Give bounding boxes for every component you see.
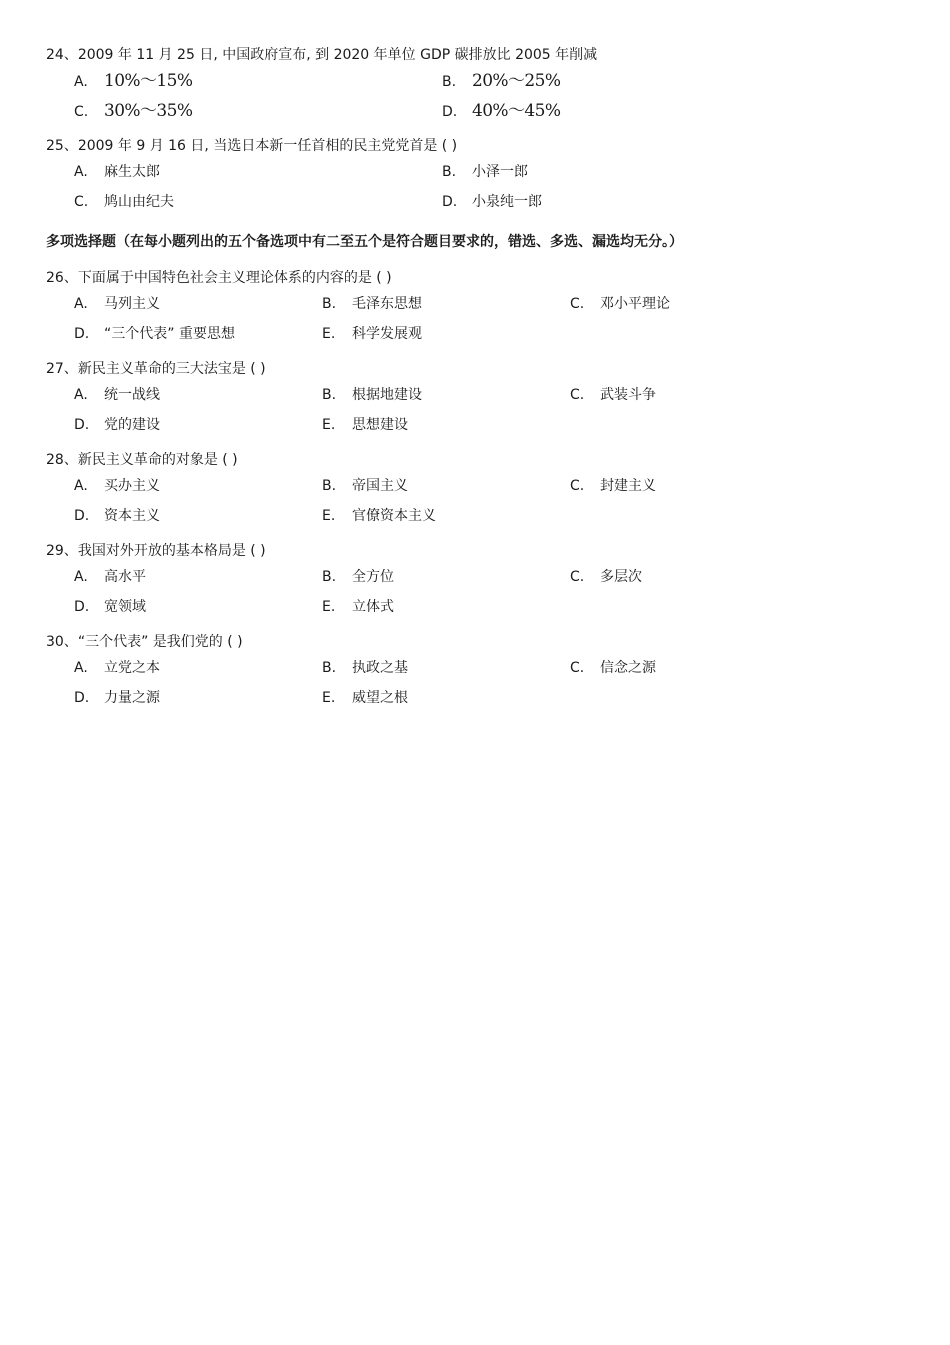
option-d <box>74 410 160 440</box>
option-e <box>322 319 422 349</box>
option-letter: B. <box>322 296 337 312</box>
option-letter: A. <box>74 478 88 494</box>
option-text: 20%～25% <box>472 71 561 91</box>
question-28 <box>46 449 906 531</box>
option-c <box>570 380 656 410</box>
option-d <box>74 319 235 349</box>
option-e <box>322 501 436 531</box>
option-letter: C. <box>570 387 585 403</box>
section-header-multiple-choice: 多项选择题（在每小题列出的五个备选项中有二至五个是符合题目要求的，错选、多选、漏选均无分。） <box>46 234 683 250</box>
option-text: 全方位 <box>352 569 394 585</box>
option-text: 官僚资本主义 <box>352 508 436 524</box>
option-letter: E. <box>322 690 336 706</box>
option-c <box>74 96 192 126</box>
option-letter: B. <box>322 569 337 585</box>
option-text: 买办主义 <box>104 478 160 494</box>
option-d <box>442 96 560 126</box>
option-text: 毛泽东思想 <box>352 296 422 312</box>
option-text: 执政之基 <box>352 660 408 676</box>
question-25 <box>46 135 906 217</box>
option-b <box>322 562 394 592</box>
question-29 <box>46 540 906 622</box>
question-text: 27、新民主义革命的三大法宝是 ( ) <box>46 361 266 377</box>
option-letter: D. <box>74 326 90 342</box>
option-c <box>570 653 656 683</box>
option-text: 立党之本 <box>104 660 160 676</box>
option-letter: A. <box>74 660 88 676</box>
option-c <box>74 187 174 217</box>
exam-page <box>46 44 906 722</box>
option-row <box>46 289 906 319</box>
option-row <box>46 96 906 126</box>
option-letter: C. <box>570 660 585 676</box>
option-row <box>46 380 906 410</box>
option-text: 小泉纯一郎 <box>472 194 542 210</box>
option-text: 资本主义 <box>104 508 160 524</box>
option-a <box>74 289 160 319</box>
option-text: 40%～45% <box>472 101 561 121</box>
question-text: 25、2009 年 9 月 16 日, 当选日本新一任首相的民主党党首是 ( ) <box>46 138 458 154</box>
option-text: 高水平 <box>104 569 146 585</box>
option-d <box>74 683 160 713</box>
option-row <box>46 66 906 96</box>
option-text: 鸠山由纪夫 <box>104 194 174 210</box>
option-letter: E. <box>322 326 336 342</box>
option-letter: A. <box>74 387 88 403</box>
option-text: 麻生太郎 <box>104 164 160 180</box>
option-letter: D. <box>442 104 458 120</box>
option-e <box>322 410 408 440</box>
question-text: 28、新民主义革命的对象是 ( ) <box>46 452 238 468</box>
option-letter: E. <box>322 417 336 433</box>
option-row <box>46 683 906 713</box>
question-text: 30、“三个代表” 是我们党的 ( ) <box>46 634 243 650</box>
option-a <box>74 653 160 683</box>
option-text: 信念之源 <box>600 660 656 676</box>
option-a <box>74 66 192 96</box>
option-letter: E. <box>322 599 336 615</box>
option-row <box>46 319 906 349</box>
option-text: 帝国主义 <box>352 478 408 494</box>
option-e <box>322 683 408 713</box>
option-b <box>322 380 422 410</box>
option-letter: B. <box>442 164 457 180</box>
option-letter: C. <box>74 194 89 210</box>
option-letter: C. <box>570 296 585 312</box>
option-text: 10%～15% <box>104 71 193 91</box>
option-text: 统一战线 <box>104 387 160 403</box>
option-text: 马列主义 <box>104 296 160 312</box>
option-text: 思想建设 <box>352 417 408 433</box>
option-text: 封建主义 <box>600 478 656 494</box>
option-c <box>570 471 656 501</box>
option-b <box>322 289 422 319</box>
option-text: 小泽一郎 <box>472 164 528 180</box>
option-letter: B. <box>322 660 337 676</box>
option-text: 根据地建设 <box>352 387 422 403</box>
option-row <box>46 592 906 622</box>
option-letter: D. <box>74 690 90 706</box>
option-text: 威望之根 <box>352 690 408 706</box>
option-letter: C. <box>570 569 585 585</box>
option-a <box>74 471 160 501</box>
option-text: 立体式 <box>352 599 394 615</box>
option-c <box>570 562 642 592</box>
option-letter: D. <box>74 417 90 433</box>
question-24 <box>46 44 906 126</box>
option-letter: B. <box>322 478 337 494</box>
option-letter: D. <box>442 194 458 210</box>
option-letter: B. <box>322 387 337 403</box>
option-d <box>74 501 160 531</box>
option-b <box>442 66 560 96</box>
option-row <box>46 471 906 501</box>
option-row <box>46 410 906 440</box>
option-text: 科学发展观 <box>352 326 422 342</box>
option-text: 宽领域 <box>104 599 146 615</box>
option-b <box>322 471 408 501</box>
option-letter: A. <box>74 569 88 585</box>
option-text: 武装斗争 <box>600 387 656 403</box>
option-letter: C. <box>74 104 89 120</box>
option-d <box>74 592 146 622</box>
option-text: 30%～35% <box>104 101 193 121</box>
option-letter: D. <box>74 599 90 615</box>
question-text: 29、我国对外开放的基本格局是 ( ) <box>46 543 266 559</box>
option-row <box>46 187 906 217</box>
option-text: 多层次 <box>600 569 642 585</box>
question-text: 24、2009 年 11 月 25 日, 中国政府宣布, 到 2020 年单位 GDP 碳排放比 2005 年削减 <box>46 47 598 63</box>
option-text: 邓小平理论 <box>600 296 670 312</box>
option-letter: D. <box>74 508 90 524</box>
option-a <box>74 157 160 187</box>
option-letter: A. <box>74 164 88 180</box>
option-e <box>322 592 394 622</box>
option-a <box>74 562 146 592</box>
question-text: 26、下面属于中国特色社会主义理论体系的内容的是 ( ) <box>46 270 392 286</box>
option-letter: A. <box>74 74 88 90</box>
option-row <box>46 501 906 531</box>
option-b <box>322 653 408 683</box>
question-26 <box>46 267 906 349</box>
option-letter: B. <box>442 74 457 90</box>
option-letter: A. <box>74 296 88 312</box>
option-row <box>46 653 906 683</box>
option-text: 力量之源 <box>104 690 160 706</box>
option-letter: C. <box>570 478 585 494</box>
option-row <box>46 562 906 592</box>
option-text: “三个代表” 重要思想 <box>104 326 235 342</box>
question-30 <box>46 631 906 713</box>
option-c <box>570 289 670 319</box>
option-letter: E. <box>322 508 336 524</box>
option-text: 党的建设 <box>104 417 160 433</box>
option-a <box>74 380 160 410</box>
option-row <box>46 157 906 187</box>
question-27 <box>46 358 906 440</box>
option-b <box>442 157 528 187</box>
option-d <box>442 187 542 217</box>
